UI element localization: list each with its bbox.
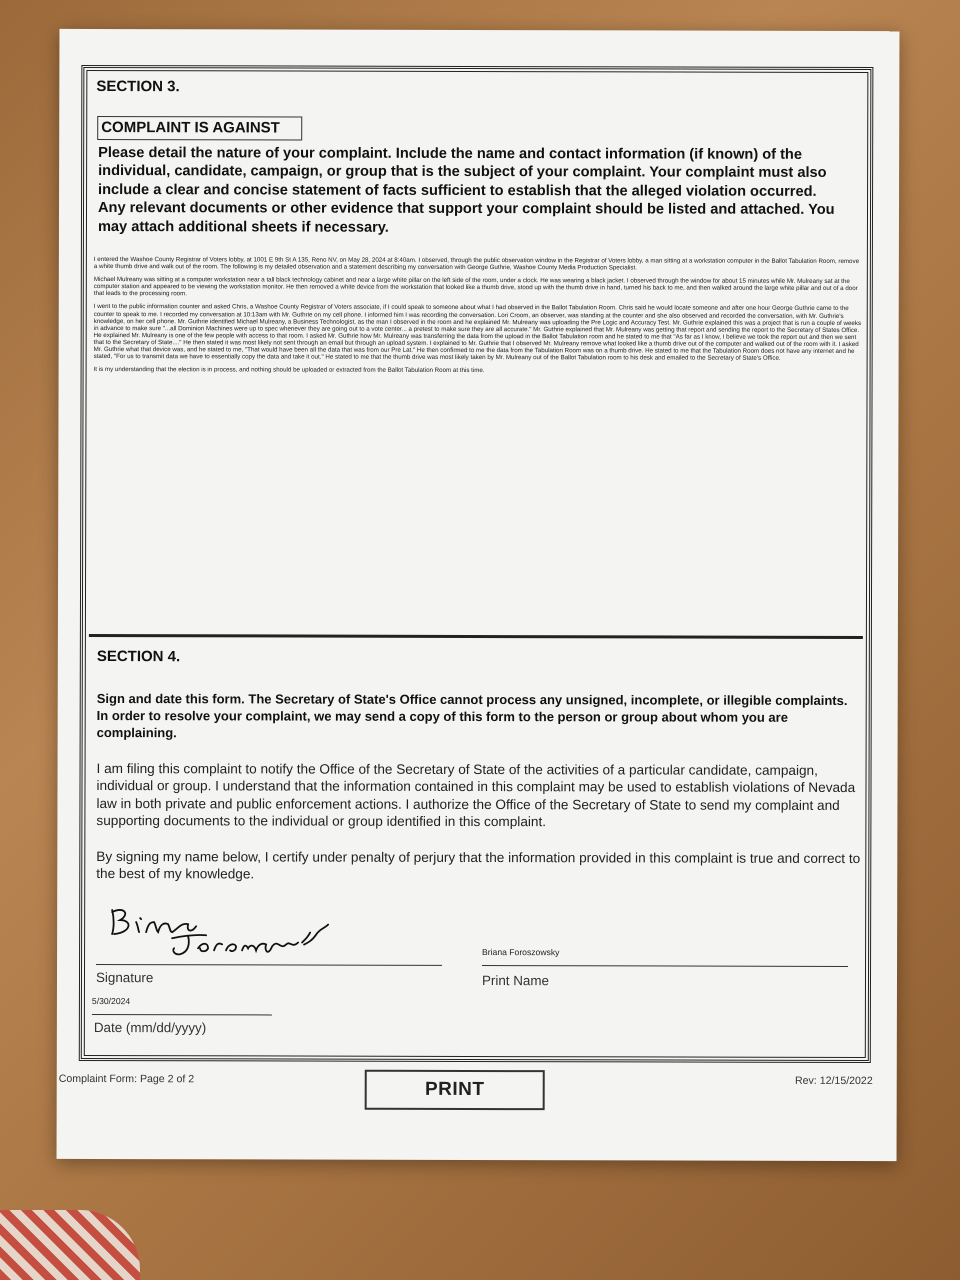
section-3-instructions: Please detail the nature of your complaint. Include the name and contact information (if known) of the individual, candidate, campaign, or group that is the subject of your complaint. Your complaint must also include a clear and concise statement of facts sufficient to establish that the alleged violation occurred. Any relevant documents or other evidence that support your complaint should be listed and attached. You may attach additional sheets if necessary. [97,145,835,236]
signature-line[interactable] [96,964,442,966]
signature-label: Signature [95,970,154,986]
complaint-against-label: COMPLAINT IS AGAINST [97,116,302,141]
page-number: Complaint Form: Page 2 of 2 [58,1072,195,1086]
date-label: Date (mm/dd/yyyy) [93,1019,207,1036]
section-3 [89,74,864,639]
print-button[interactable]: PRINT [365,1070,545,1110]
tablecloth-corner [0,1210,140,1280]
date-value[interactable]: 5/30/2024 [91,995,131,1007]
revision-date: Rev: 12/15/2022 [794,1074,873,1088]
certification-text: I am filing this complaint to notify the Office of the Secretary of State of the activities of a particular candidate, campaign, individual or group. I understand that the information contained in this complaint may be used to establish violations of Nevada law in both private and public enforcement actions. I authorize the Office of the Secretary of State to send my complaint and supporting documents to the individual or group identified in this complaint. [96,761,856,830]
complaint-narrative-field[interactable] [94,256,864,381]
date-line [92,1014,272,1015]
narrative-paragraph: Michael Mulreany was sitting at a computer workstation near a tall black technology cabinet and near a large white pillar on the left side of the room, under a clock. He was wearing a black jacket. I observed through the window for about 15 minutes while Mr. Mulreany sat at the computer station and appeared to be viewing the workstation monitor. He then removed a white device from the workstation that looked like a thumb drive, stood up with the thumb drive in hand, turned his back to me, and then walked around the large white pillar and out of a door that leads to the processing room. [93,276,858,298]
handwritten-signature [102,898,342,963]
narrative-paragraph: I went to the public information counter and asked Chris, a Washoe County Registrar of Voters associate, if I could speak to someone about what I had observed in the Ballot Tabulation Room. Chris said he would locate someone and after one hour George Guthrie came to the counter to speak to me. I recorded my conversation at 10:13am with Mr. Guthrie on my cell phone. I informed him I was recording the conversation. Lori Croom, an observer, was standing at the counter and she also observed and recorded the conversation, with Mr. Guthrie's knowledge, on her cell phone. Mr. Guthrie identified Michael Mulreany, a Business Technologist, as the man I observed in the room and he explained Mr. Mulreany was uploading the Pre Logic and Accuracy Test. Mr. Guthrie explained this was a project that is run a couple of weeks in advance to make sure "...all Dominion Machines were up to spec whenever they are going out to a vote center... a pretest to make sure they are all accurate." Mr. Guthrie explained that Mr. Mulreany was getting that report and sending the report to the Secretary of States Office. He explained Mr. Mulreany is one of the few people with access to that room. I asked Mr. Guthrie how Mr. Mulreany was transferring the data from the upload in the Ballot Tabulation room and he stated to me that "As far as I know, I believe we took the report out and then we sent that to the Secretary of State...." He then stated it was most likely not sent through an email but through an upload system. I explained to Mr. Guthrie that I observed Mr. Mulreany remove what looked like a thumb drive out of the computer and walked out of the room with it. I asked Mr. Guthrie what that device was, and he stated to me, "That would have been all the data that was from our Pre Lat." He then confirmed to me the data from the Tabulation Room was on a thumb drive. He stated to me that the Tabulation Room does not have any internet and he stated, "For us to transmit data we have to essentially copy the data and take it out." He stated to me that the thumb drive was most likely taken by Mr. Mulreany out of the Ballot Tabulation room to his desk and emailed to the Secretary of State's Office. [93,303,862,362]
section-4 [88,640,863,1054]
section-4-title: SECTION 4. [96,648,181,666]
print-name-value[interactable]: Briana Foroszowsky [482,947,560,958]
perjury-statement: By signing my name below, I certify under penalty of perjury that the information provided in this complaint is true and correct to the best of my knowledge. [96,849,861,882]
narrative-paragraph: I entered the Washoe County Registrar of Voters lobby, at 1001 E 9th St A 135, Reno NV, on May 28, 2024 at 8:40am. I observed, through the public observation window in the Registrar of Voters lobby, a man sitting at a workstation computer in the Ballot Tabulation Room, remove a white thumb drive and walk out of the room. The following is my detailed observation and a statement describing my conversation with George Guthrie, Washoe County Media Production Specialist. [93,255,860,272]
sign-instructions: Sign and date this form. The Secretary of State's Office cannot process any unsigned, incomplete, or illegible complaints. In order to resolve your complaint, we may send a copy of this form to the person or group about whom you are complaining. [96,691,848,741]
print-name-line [482,965,848,967]
complaint-form-page [57,29,900,1161]
form-frame [79,65,874,1063]
narrative-paragraph: It is my understanding that the election is in process, and nothing should be uploaded or extracted from the Ballot Tabulation Room at this time. [93,366,485,375]
section-3-title: SECTION 3. [96,77,180,96]
print-name-label: Print Name [481,973,549,989]
